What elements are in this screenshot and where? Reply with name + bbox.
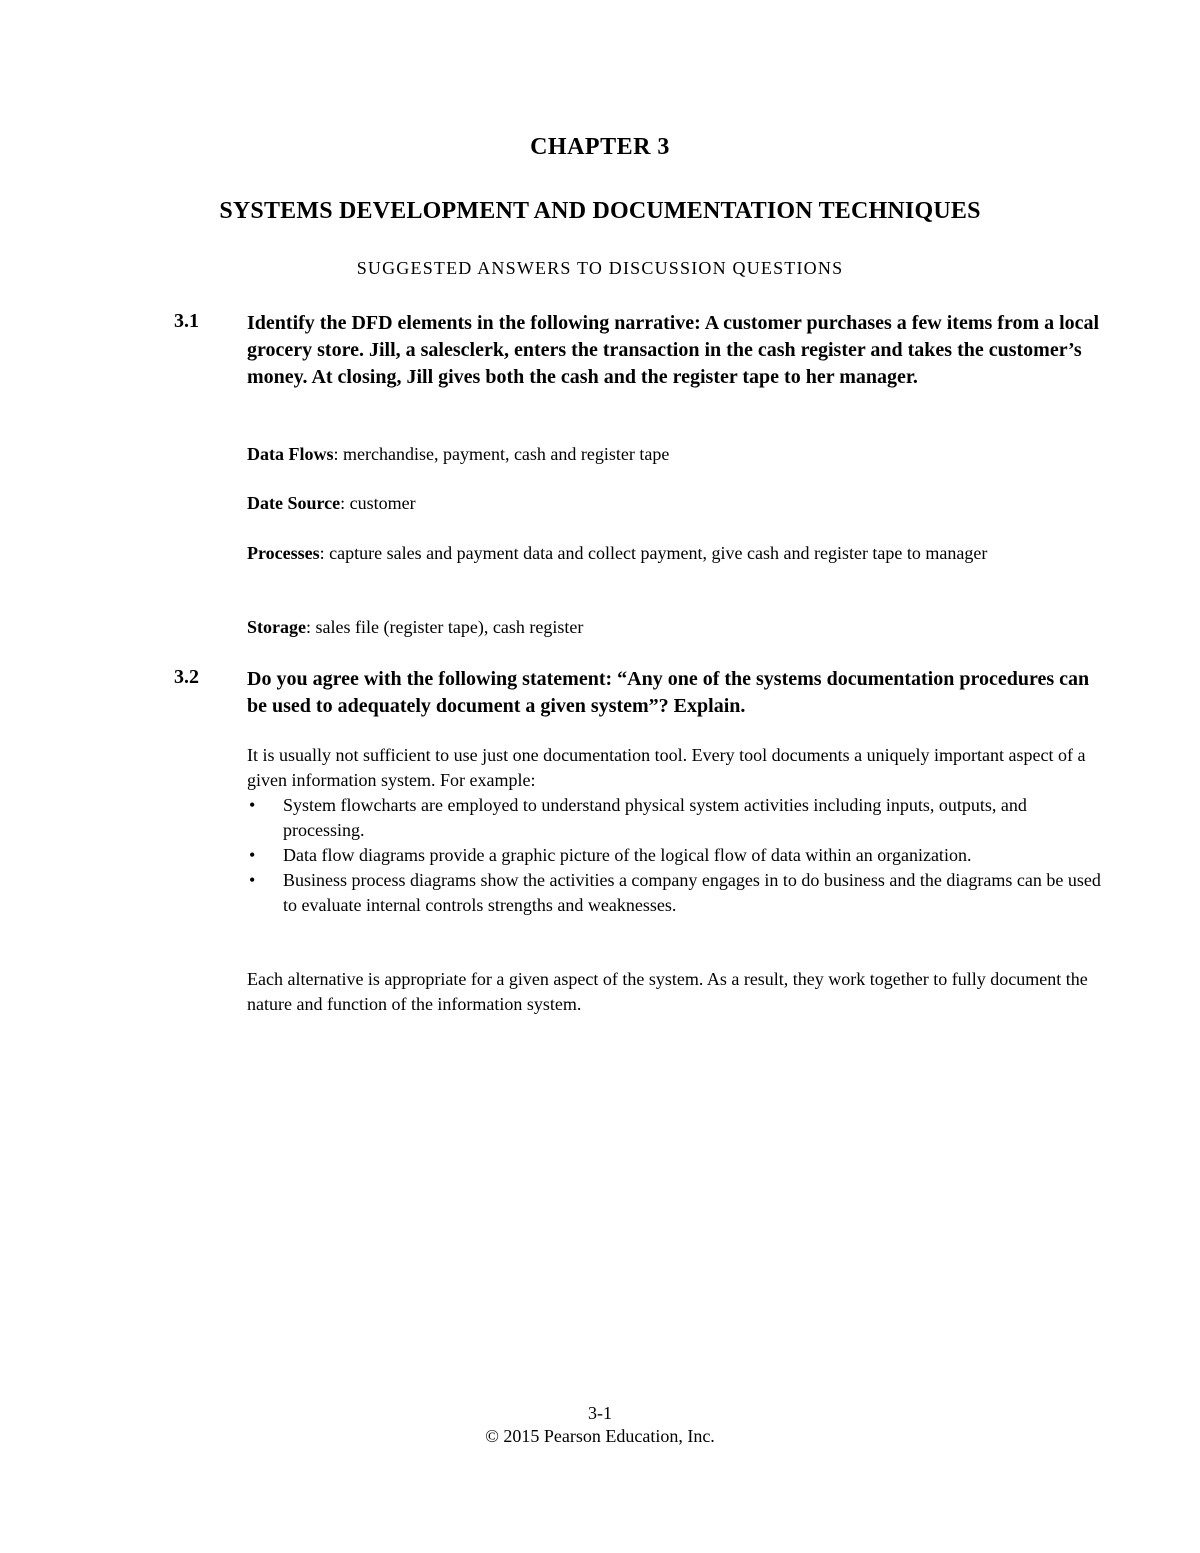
bullet-icon: • (249, 845, 256, 865)
bullet-icon: • (249, 795, 256, 815)
answer-label: Data Flows (247, 444, 334, 464)
question-number: 3.2 (174, 666, 199, 688)
list-item-text: Data flow diagrams provide a graphic picture of the logical flow of data within an organization. (283, 845, 972, 865)
chapter-title: CHAPTER 3 (530, 134, 670, 160)
bullet-icon: • (249, 870, 256, 890)
answer-value: : merchandise, payment, cash and register tape (333, 444, 670, 464)
answer-conclusion: Each alternative is appropriate for a given aspect of the system. As a result, they work together to fully document the nature and function of the information system. (247, 969, 1088, 1014)
answer-label: Storage (247, 617, 306, 637)
answer-label: Processes (247, 543, 320, 563)
page-number: 3-1 (588, 1403, 612, 1423)
bullet-list (247, 793, 1107, 918)
copyright-notice: © 2015 Pearson Education, Inc. (485, 1426, 715, 1446)
list-item (247, 843, 1107, 868)
list-item (247, 793, 1107, 843)
answer-value: : customer (340, 493, 416, 513)
question-text: Identify the DFD elements in the following narrative: A customer purchases a few items from a local grocery store. Jill, a salesclerk, enters the transaction in the cash register and takes the customer’s money. At closing, Jill gives both the cash and the register tape to her manager. (247, 312, 1100, 388)
list-item (247, 868, 1107, 918)
answer-data-flows (247, 442, 1107, 467)
question-text: Do you agree with the following statement: “Any one of the systems documentation procedures can be used to adequately document a given system”? Explain. (247, 668, 1090, 717)
document-title: SYSTEMS DEVELOPMENT AND DOCUMENTATION TECHNIQUES (219, 198, 981, 224)
section-heading: SUGGESTED ANSWERS TO DISCUSSION QUESTIONS (356, 258, 844, 278)
question-number: 3.1 (174, 310, 199, 332)
answer-processes (247, 541, 1107, 566)
answer-intro: It is usually not sufficient to use just one documentation tool. Every tool documents a uniquely important aspect of a given information system. For example: (247, 745, 1086, 790)
list-item-text: Business process diagrams show the activities a company engages in to do business and the diagrams can be used to evaluate internal controls strengths and weaknesses. (283, 870, 1101, 915)
answer-value: : capture sales and payment data and collect payment, give cash and register tape to manager (319, 543, 988, 563)
list-item-text: System flowcharts are employed to understand physical system activities including inputs, outputs, and processing. (283, 795, 1027, 840)
answer-label: Date Source (247, 493, 341, 513)
answer-value: : sales file (register tape), cash register (305, 617, 584, 637)
answer-data-source (247, 491, 1107, 516)
answer-storage (247, 615, 1107, 640)
